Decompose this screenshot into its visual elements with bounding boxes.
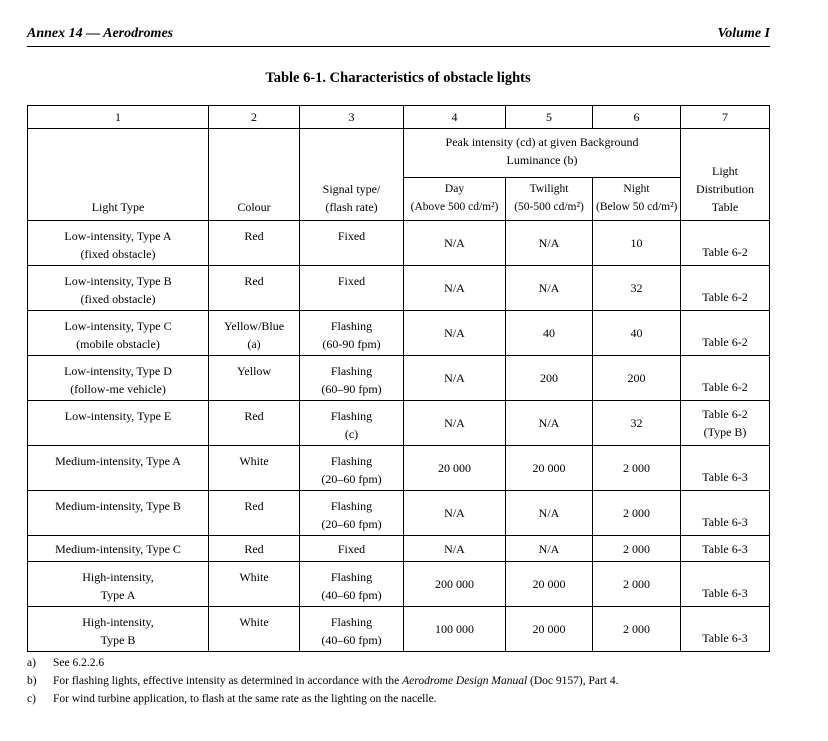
cell-light-type — [28, 266, 209, 311]
cell-colour-line: White — [239, 570, 269, 584]
table-row — [28, 446, 770, 491]
cell-twilight-intensity: N/A — [506, 401, 593, 446]
footnote-c — [27, 690, 787, 708]
header-twilight — [506, 178, 593, 221]
header-signal-line: Signal type/ — [322, 182, 381, 196]
cell-distribution-table — [681, 311, 770, 356]
cell-distribution-table-line: (Type B) — [703, 425, 747, 439]
header-volume: Volume I — [717, 26, 770, 41]
cell-light-type-line: (mobile obstacle) — [76, 337, 160, 351]
cell-colour — [209, 401, 300, 446]
header-peak-line: Peak intensity (cd) at given Background — [445, 135, 639, 149]
cell-colour-line: White — [239, 454, 269, 468]
cell-light-type-line: Medium-intensity, Type B — [55, 499, 181, 513]
header-day-line: Day — [444, 183, 465, 195]
cell-light-type-line: High-intensity, — [82, 570, 154, 584]
column-number: 7 — [681, 106, 770, 129]
cell-colour-line: Red — [244, 274, 264, 288]
cell-signal-type-line: Flashing — [330, 319, 373, 333]
column-number: 2 — [209, 106, 300, 129]
header-distribution-line: Distribution — [695, 182, 754, 196]
cell-day-intensity: N/A — [404, 311, 506, 356]
cell-distribution-table — [681, 446, 770, 491]
cell-light-type-line: (follow-me vehicle) — [70, 382, 166, 396]
table-row — [28, 491, 770, 536]
cell-distribution-table-line: Table 6-2 — [702, 335, 748, 349]
footnote-text: For wind turbine application, to flash at the same rate as the lighting on the nacelle. — [53, 693, 437, 705]
cell-colour-line: Red — [244, 229, 264, 243]
cell-distribution-table — [681, 491, 770, 536]
cell-twilight-intensity: N/A — [506, 221, 593, 266]
cell-light-type-line: Low-intensity, Type D — [64, 364, 172, 378]
cell-signal-type-line: (c) — [344, 427, 359, 441]
cell-night-intensity: 2 000 — [593, 562, 681, 607]
cell-colour-line: Yellow — [236, 364, 272, 378]
cell-twilight-intensity: 40 — [506, 311, 593, 356]
cell-distribution-table-line: Table 6-3 — [702, 586, 748, 600]
footnote-a — [27, 654, 787, 672]
cell-light-type — [28, 562, 209, 607]
table-row — [28, 221, 770, 266]
table-row — [28, 607, 770, 652]
cell-distribution-table-line: Table 6-2 — [702, 245, 748, 259]
table-title: Table 6-1. Characteristics of obstacle lights — [265, 70, 531, 86]
cell-colour-line: Red — [244, 541, 264, 556]
cell-light-type — [28, 491, 209, 536]
header-twilight-line: Twilight — [529, 183, 569, 195]
cell-light-type-line: Low-intensity, Type B — [64, 274, 172, 288]
header-light-type: Light Type — [28, 129, 209, 221]
cell-colour — [209, 311, 300, 356]
cell-signal-type — [300, 536, 404, 562]
header-night — [593, 178, 681, 221]
header-night-line: (Below 50 cd/m²) — [596, 201, 678, 213]
cell-light-type-line: Low-intensity, Type E — [64, 409, 172, 423]
footnote-text-before: For flashing lights, effective intensity as determined in accordance with the — [53, 675, 403, 687]
obstacle-lights-table — [27, 105, 770, 652]
cell-light-type — [28, 401, 209, 446]
cell-colour — [209, 607, 300, 652]
footnote-marker: c) — [27, 693, 36, 705]
cell-colour-line: Red — [244, 409, 264, 423]
cell-distribution-table-line: Table 6-3 — [702, 541, 748, 556]
cell-signal-type-line: Flashing — [330, 615, 373, 629]
cell-light-type-line: Low-intensity, Type A — [64, 229, 172, 243]
cell-night-intensity: 2 000 — [593, 446, 681, 491]
header-signal-line: (flash rate) — [325, 200, 378, 214]
cell-day-intensity: 200 000 — [404, 562, 506, 607]
cell-signal-type-line: Fixed — [337, 229, 366, 243]
cell-distribution-table — [681, 266, 770, 311]
cell-signal-type-line: Flashing — [330, 454, 373, 468]
cell-signal-type — [300, 356, 404, 401]
cell-twilight-intensity: 20 000 — [506, 446, 593, 491]
table-row — [28, 401, 770, 446]
footnote-marker: a) — [27, 657, 36, 669]
cell-twilight-intensity: 20 000 — [506, 562, 593, 607]
cell-signal-type-line: (60-90 fpm) — [322, 337, 381, 351]
cell-colour — [209, 562, 300, 607]
cell-day-intensity: N/A — [404, 221, 506, 266]
cell-light-type — [28, 536, 209, 562]
cell-light-type — [28, 221, 209, 266]
cell-light-type-line: (fixed obstacle) — [80, 292, 156, 306]
cell-light-type-line: Type A — [100, 588, 136, 602]
cell-night-intensity: 2 000 — [593, 491, 681, 536]
cell-signal-type — [300, 607, 404, 652]
cell-signal-type-line: (40–60 fpm) — [321, 588, 382, 602]
cell-night-intensity: 32 — [593, 266, 681, 311]
cell-signal-type — [300, 221, 404, 266]
cell-light-type — [28, 311, 209, 356]
cell-day-intensity: N/A — [404, 536, 506, 562]
cell-distribution-table — [681, 562, 770, 607]
header-night-line: Night — [623, 183, 650, 195]
cell-light-type-line: Medium-intensity, Type C — [55, 541, 181, 556]
cell-distribution-table-line: Table 6-3 — [702, 515, 748, 529]
footnote-text-after: (Doc 9157), Part 4. — [527, 675, 619, 687]
header-distribution-line: Light — [712, 164, 738, 178]
cell-distribution-table — [681, 221, 770, 266]
cell-night-intensity: 32 — [593, 401, 681, 446]
header-document-title: Annex 14 — Aerodromes — [27, 26, 174, 41]
cell-colour — [209, 446, 300, 491]
column-number: 3 — [300, 106, 404, 129]
cell-signal-type-line: Fixed — [337, 541, 366, 556]
cell-day-intensity: N/A — [404, 401, 506, 446]
header-peak-line: Luminance (b) — [506, 153, 578, 167]
cell-distribution-table — [681, 401, 770, 446]
table-row — [28, 562, 770, 607]
cell-signal-type-line: Fixed — [337, 274, 366, 288]
cell-twilight-intensity: N/A — [506, 266, 593, 311]
cell-signal-type-line: (60–90 fpm) — [321, 382, 382, 396]
footnote-text — [53, 672, 619, 690]
cell-distribution-table — [681, 356, 770, 401]
footnote-document-reference: Aerodrome Design Manual — [402, 675, 528, 687]
cell-night-intensity: 10 — [593, 221, 681, 266]
table-body — [28, 221, 770, 652]
column-number-row — [28, 106, 770, 129]
cell-signal-type — [300, 266, 404, 311]
cell-light-type — [28, 356, 209, 401]
column-number: 6 — [593, 106, 681, 129]
cell-day-intensity: 20 000 — [404, 446, 506, 491]
cell-light-type-line: High-intensity, — [82, 615, 154, 629]
column-number: 1 — [28, 106, 209, 129]
cell-signal-type-line: (20–60 fpm) — [321, 472, 382, 486]
cell-night-intensity: 2 000 — [593, 607, 681, 652]
cell-twilight-intensity: N/A — [506, 491, 593, 536]
cell-signal-type-line: Flashing — [330, 570, 373, 584]
cell-signal-type — [300, 401, 404, 446]
header-row-top — [28, 129, 770, 178]
footnote-b — [27, 672, 787, 690]
cell-colour — [209, 536, 300, 562]
cell-light-type — [28, 446, 209, 491]
cell-light-type-line: Medium-intensity, Type A — [55, 454, 181, 468]
table-row — [28, 311, 770, 356]
header-distribution-table — [681, 129, 770, 221]
cell-signal-type-line: Flashing — [330, 499, 373, 513]
cell-signal-type — [300, 491, 404, 536]
cell-colour-line: (a) — [247, 337, 261, 351]
footnote-text: See 6.2.2.6 — [53, 657, 105, 669]
header-twilight-line: (50-500 cd/m²) — [514, 201, 584, 213]
cell-twilight-intensity: 20 000 — [506, 607, 593, 652]
cell-colour — [209, 491, 300, 536]
cell-signal-type-line: Flashing — [330, 364, 373, 378]
cell-colour — [209, 266, 300, 311]
cell-day-intensity: N/A — [404, 266, 506, 311]
cell-signal-type — [300, 446, 404, 491]
cell-distribution-table-line: Table 6-2 — [702, 407, 748, 421]
cell-signal-type — [300, 562, 404, 607]
cell-distribution-table — [681, 607, 770, 652]
cell-distribution-table-line: Table 6-3 — [702, 631, 748, 645]
cell-light-type-line: Type B — [100, 633, 136, 647]
table-row — [28, 536, 770, 562]
cell-night-intensity: 2 000 — [593, 536, 681, 562]
footnote-marker: b) — [27, 675, 37, 687]
cell-colour-line: Red — [244, 499, 264, 513]
column-number: 4 — [404, 106, 506, 129]
table-row — [28, 266, 770, 311]
cell-colour-line: White — [239, 615, 269, 629]
footnotes — [27, 654, 787, 708]
header-colour: Colour — [209, 129, 300, 221]
cell-colour — [209, 221, 300, 266]
cell-twilight-intensity: N/A — [506, 536, 593, 562]
column-number: 5 — [506, 106, 593, 129]
cell-colour-line: Yellow/Blue — [223, 319, 285, 333]
cell-night-intensity: 40 — [593, 311, 681, 356]
cell-day-intensity: 100 000 — [404, 607, 506, 652]
header-day-line: (Above 500 cd/m²) — [410, 201, 499, 213]
cell-light-type-line: (fixed obstacle) — [80, 247, 156, 261]
cell-twilight-intensity: 200 — [506, 356, 593, 401]
cell-distribution-table — [681, 536, 770, 562]
cell-night-intensity: 200 — [593, 356, 681, 401]
page-header — [27, 26, 770, 47]
cell-distribution-table-line: Table 6-2 — [702, 290, 748, 304]
table-row — [28, 356, 770, 401]
cell-signal-type-line: (20–60 fpm) — [321, 517, 382, 531]
cell-colour — [209, 356, 300, 401]
cell-day-intensity: N/A — [404, 491, 506, 536]
header-peak-intensity — [404, 129, 681, 178]
cell-distribution-table-line: Table 6-2 — [702, 380, 748, 394]
cell-signal-type-line: (40–60 fpm) — [321, 633, 382, 647]
cell-light-type-line: Low-intensity, Type C — [64, 319, 172, 333]
cell-day-intensity: N/A — [404, 356, 506, 401]
cell-distribution-table-line: Table 6-3 — [702, 470, 748, 484]
header-signal-type — [300, 129, 404, 221]
cell-signal-type — [300, 311, 404, 356]
cell-light-type — [28, 607, 209, 652]
header-day — [404, 178, 506, 221]
header-distribution-line: Table — [711, 200, 739, 214]
cell-signal-type-line: Flashing — [330, 409, 373, 423]
